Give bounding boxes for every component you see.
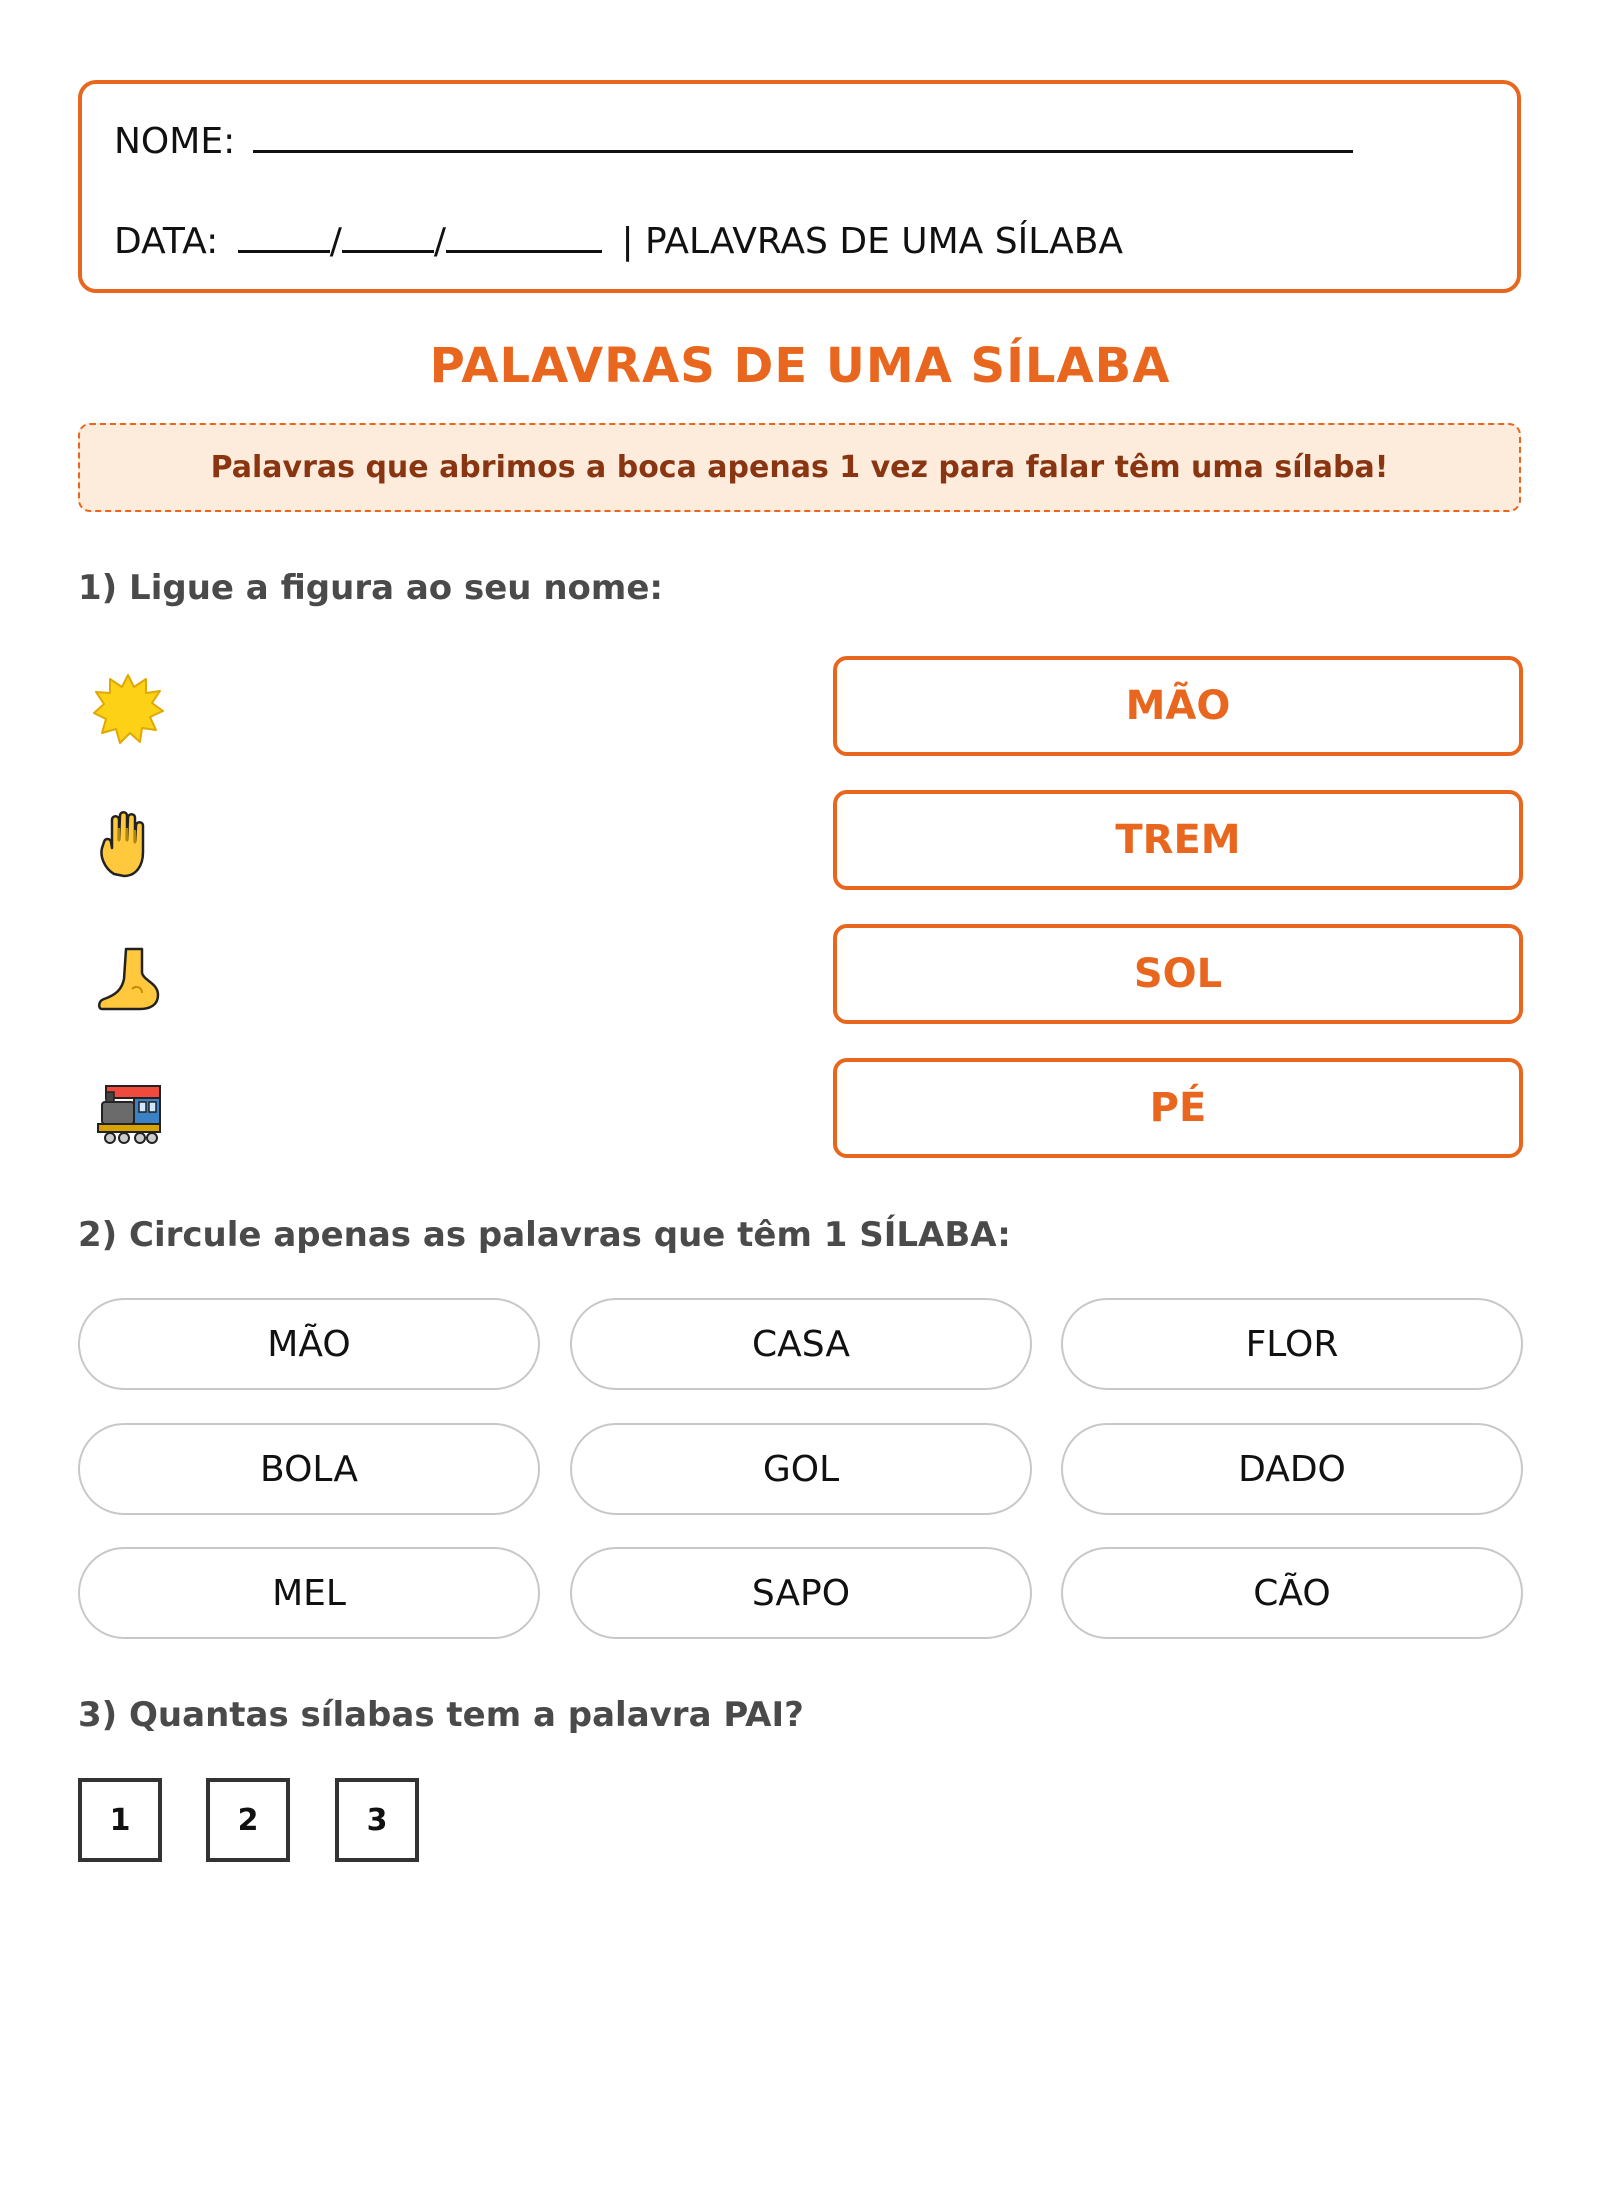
word-pill[interactable] bbox=[570, 1423, 1032, 1515]
match-word: TREM bbox=[1115, 817, 1241, 863]
word-pill-label: MÃO bbox=[267, 1323, 351, 1365]
date-day-blank[interactable] bbox=[238, 220, 330, 253]
answer-option-box[interactable] bbox=[78, 1778, 162, 1862]
topic-label: | PALAVRAS DE UMA SÍLABA bbox=[621, 221, 1124, 262]
answer-option-box[interactable] bbox=[335, 1778, 419, 1862]
foot-icon[interactable] bbox=[92, 943, 164, 1015]
tip-box bbox=[78, 423, 1521, 512]
name-label: NOME: bbox=[114, 121, 236, 162]
word-pill[interactable] bbox=[78, 1423, 540, 1515]
word-pill-label: GOL bbox=[762, 1448, 840, 1490]
match-word-box[interactable] bbox=[833, 1058, 1523, 1158]
answer-option-box[interactable] bbox=[206, 1778, 290, 1862]
word-pill-label: MEL bbox=[272, 1572, 346, 1614]
word-pill[interactable] bbox=[78, 1547, 540, 1639]
word-pill-label: CÃO bbox=[1253, 1572, 1331, 1614]
sun-icon[interactable] bbox=[92, 673, 164, 745]
word-pill[interactable] bbox=[1061, 1423, 1523, 1515]
word-pill-label: CASA bbox=[752, 1323, 850, 1365]
word-pill-label: DADO bbox=[1238, 1448, 1346, 1490]
match-word: PÉ bbox=[1149, 1085, 1207, 1131]
raised-hand-icon[interactable] bbox=[92, 808, 164, 880]
name-input-line[interactable] bbox=[253, 120, 1353, 153]
match-word-box[interactable] bbox=[833, 924, 1523, 1024]
date-separator: / bbox=[433, 221, 446, 262]
match-word-box[interactable] bbox=[833, 790, 1523, 890]
word-pill[interactable] bbox=[1061, 1547, 1523, 1639]
word-pill-label: SAPO bbox=[751, 1572, 851, 1614]
question-2-label: 2) Circule apenas as palavras que têm 1 SÍLABA: bbox=[78, 1215, 1011, 1255]
match-word-box[interactable] bbox=[833, 656, 1523, 756]
answer-option-label: 2 bbox=[237, 1802, 259, 1838]
date-line bbox=[114, 220, 1123, 262]
page-title: PALAVRAS DE UMA SÍLABA bbox=[429, 338, 1171, 394]
date-month-blank[interactable] bbox=[342, 220, 434, 253]
question-3-label: 3) Quantas sílabas tem a palavra PAI? bbox=[78, 1695, 804, 1735]
word-pill[interactable] bbox=[570, 1547, 1032, 1639]
word-pill[interactable] bbox=[1061, 1298, 1523, 1390]
word-pill-label: BOLA bbox=[260, 1448, 358, 1490]
student-info-box bbox=[78, 80, 1521, 293]
word-pill[interactable] bbox=[570, 1298, 1032, 1390]
date-separator: / bbox=[329, 221, 342, 262]
date-year-blank[interactable] bbox=[446, 220, 602, 253]
word-pill-label: FLOR bbox=[1245, 1323, 1339, 1365]
train-icon[interactable] bbox=[92, 1078, 164, 1150]
name-line bbox=[114, 120, 1353, 162]
answer-option-label: 3 bbox=[366, 1802, 388, 1838]
tip-text: Palavras que abrimos a boca apenas 1 vez para falar têm uma sílaba! bbox=[210, 450, 1389, 485]
answer-option-label: 1 bbox=[109, 1802, 131, 1838]
date-label: DATA: bbox=[114, 221, 219, 262]
match-word: MÃO bbox=[1125, 683, 1231, 729]
match-word: SOL bbox=[1133, 951, 1223, 997]
word-pill[interactable] bbox=[78, 1298, 540, 1390]
question-1-label: 1) Ligue a figura ao seu nome: bbox=[78, 568, 663, 608]
